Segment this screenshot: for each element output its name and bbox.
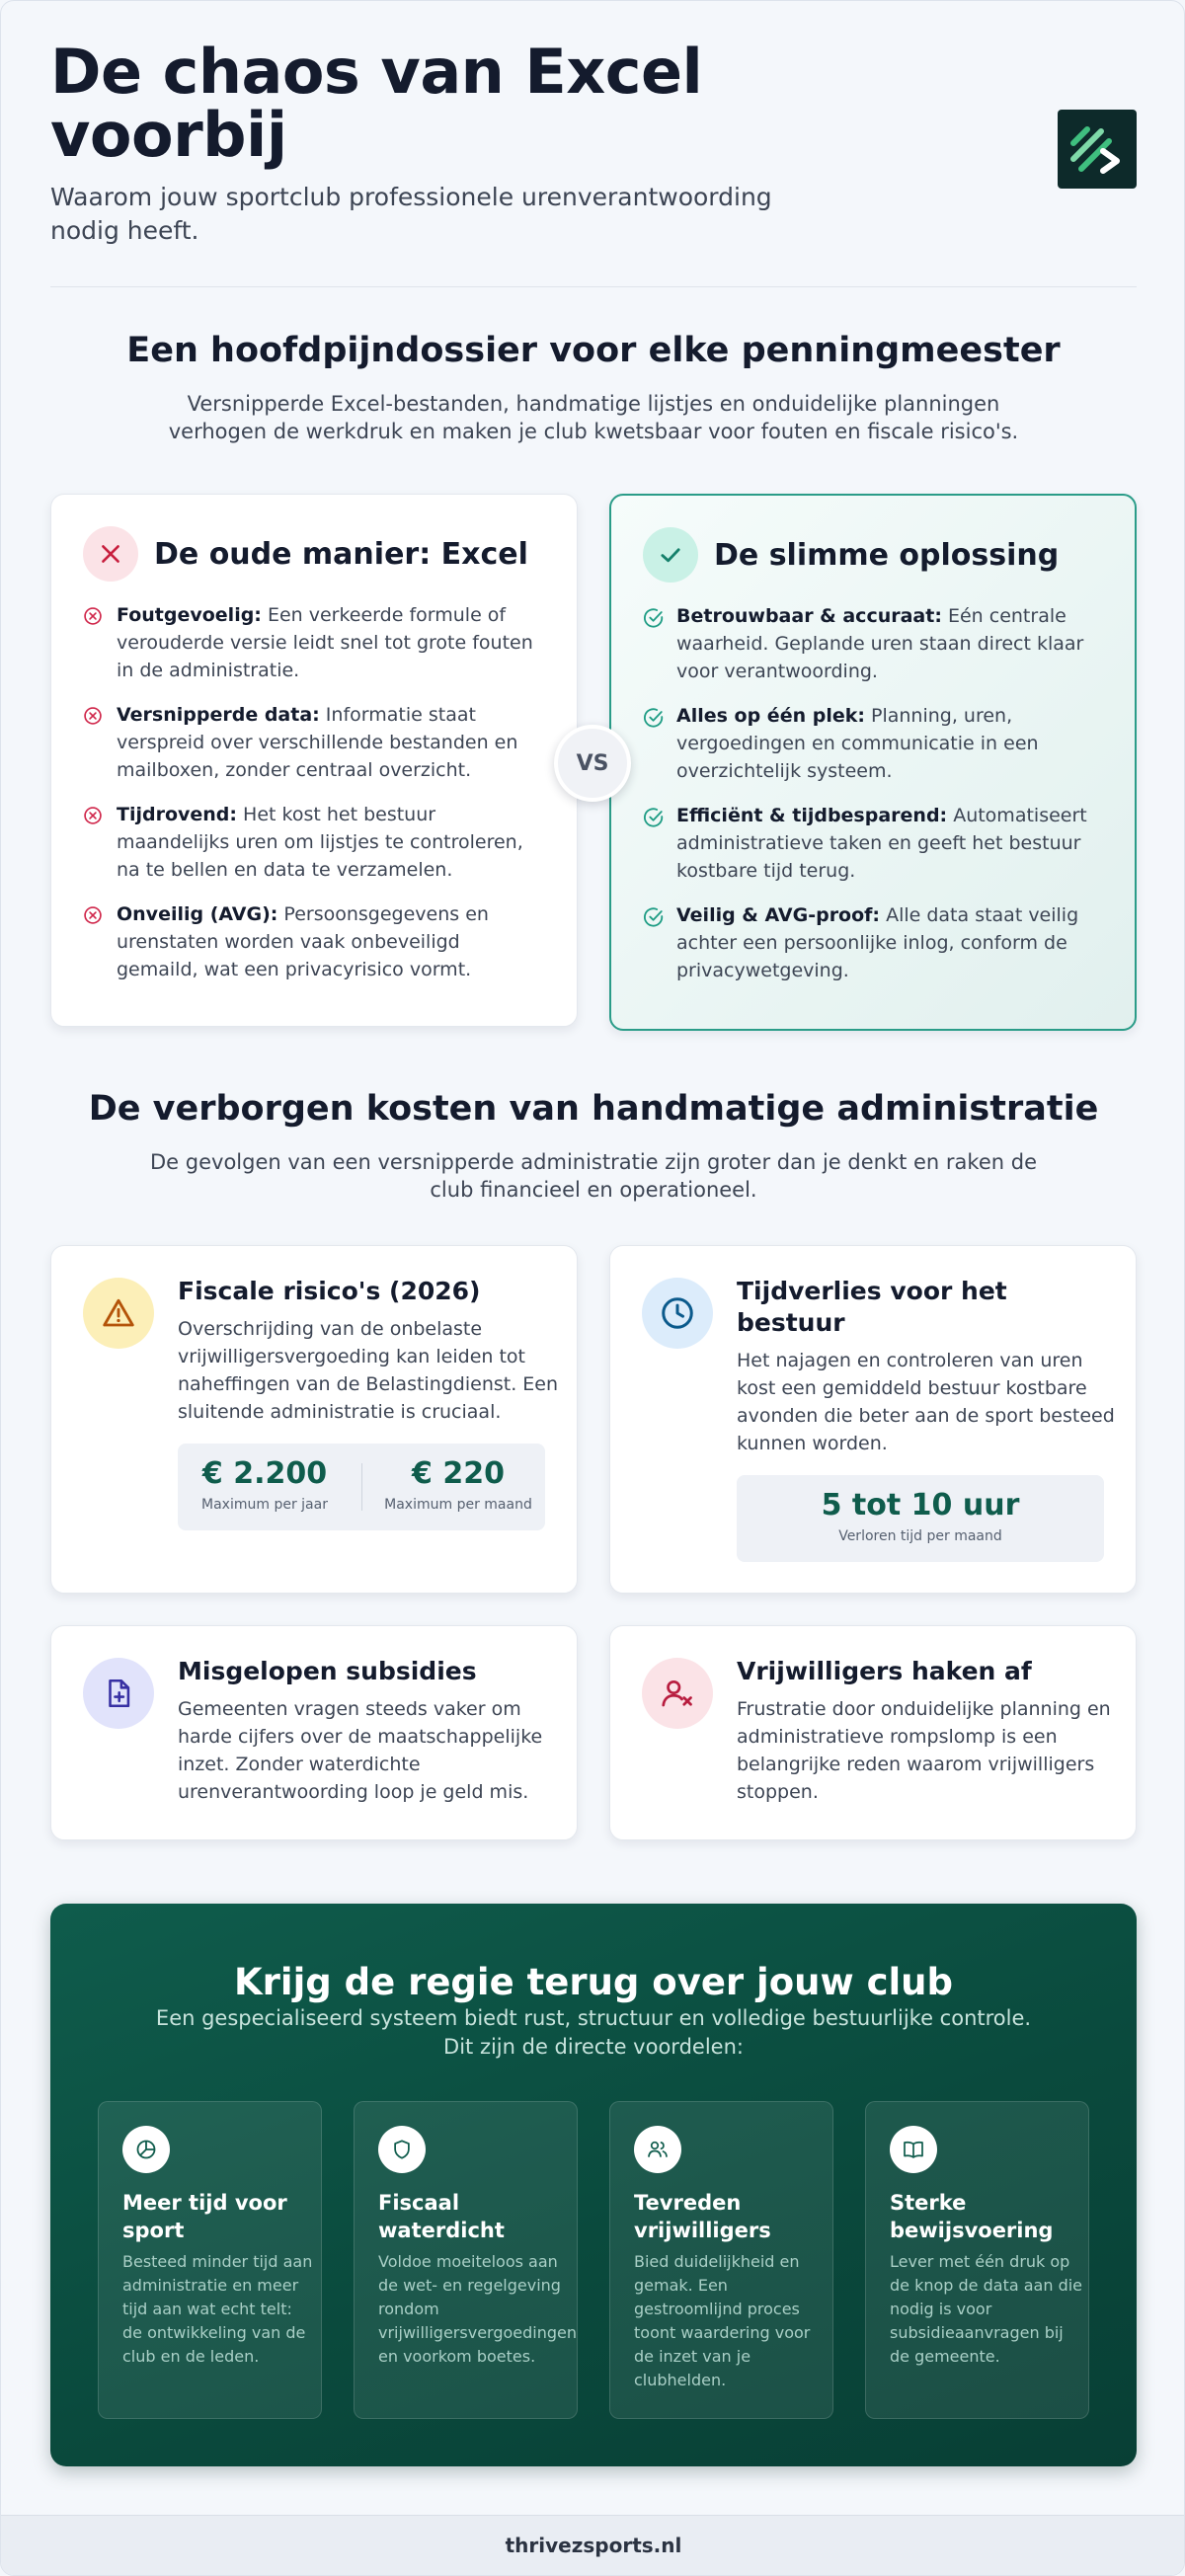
divider	[50, 286, 1137, 287]
vs-badge: VS	[554, 725, 631, 802]
cost-card-fiscal	[50, 1245, 578, 1594]
benefit-card	[354, 2101, 578, 2419]
cost-card-title: Misgelopen subsidies	[178, 1657, 477, 1685]
cost-card-title: Tijdverlies voor het bestuur	[737, 1277, 1007, 1337]
cta-lead: Een gespecialiseerd systeem biedt rust, structuur en volledige bestuurlijke controle. Dit zijn de directe voordelen:	[155, 2006, 1032, 2059]
x-icon	[83, 526, 138, 582]
list-item: Alles op één plek: Planning, uren, vergoedingen en communicatie in een overzichtelijk systeem.	[643, 702, 1107, 785]
new-way-card	[609, 494, 1137, 1031]
stat-box	[178, 1444, 545, 1530]
benefit-text: Besteed minder tijd aan administratie en meer tijd aan wat echt telt: de ontwikkeling van de club en de leden.	[122, 2252, 313, 2366]
list-item: Tijdrovend: Het kost het bestuur maandelijks uren om lijstjes te controleren, na te bellen en data te verzamelen.	[83, 801, 547, 884]
cost-card-body: Frustratie door onduidelijke planning en administratieve rompslomp is een belangrijke reden waarom vrijwilligers stoppen.	[737, 1698, 1111, 1803]
stat-label: Maximum per maand	[384, 1497, 532, 1513]
page-title: De chaos van Excel voorbij	[50, 36, 703, 171]
benefit-card	[98, 2101, 322, 2419]
x-circle-icon	[83, 601, 117, 684]
warning-triangle-icon	[83, 1278, 154, 1349]
document-plus-icon	[83, 1658, 154, 1729]
benefit-title: Fiscaal waterdicht	[378, 2191, 505, 2242]
list-item: Onveilig (AVG): Persoonsgegevens en urenstaten worden vaak onbeveiligd gemaild, wat een privacyrisico vormt.	[83, 900, 547, 983]
benefit-title: Tevreden vrijwilligers	[634, 2191, 771, 2242]
benefit-text: Voldoe moeiteloos aan de wet- en regelgeving rondom vrijwilligersvergoedingen en voorkom boetes.	[378, 2252, 577, 2366]
stat-label: Maximum per jaar	[201, 1497, 328, 1513]
x-circle-icon	[83, 900, 117, 983]
new-way-title: De slimme oplossing	[714, 537, 1060, 573]
clock-icon	[642, 1278, 713, 1349]
check-circle-icon	[643, 802, 676, 885]
check-circle-icon	[643, 702, 676, 785]
cta-title: Krijg de regie terug over jouw club	[233, 1961, 954, 2003]
benefit-card	[865, 2101, 1089, 2419]
cost-card-time	[609, 1245, 1137, 1594]
cost-card-body: Het najagen en controleren van uren kost een gemiddeld bestuur kostbare avonden die beter aan de sport besteed kunnen worden.	[737, 1350, 1115, 1454]
stat-value: € 220	[412, 1456, 505, 1491]
stat-value: 5 tot 10 uur	[821, 1488, 1020, 1522]
stat-box	[737, 1475, 1104, 1562]
benefit-text: Bied duidelijkheid en gemak. Een gestroomlijnd proces toont waardering voor de inzet van je clubhelden.	[634, 2252, 811, 2389]
new-way-list	[643, 602, 1107, 1001]
problem-lead: Versnipperde Excel-bestanden, handmatige lijstjes en onduidelijke planningen verhogen de werkdruk en maken je club kwetsbaar voor fouten en fiscale risico's.	[168, 392, 1019, 443]
check-circle-icon	[643, 602, 676, 685]
benefit-card	[609, 2101, 833, 2419]
user-x-icon	[642, 1658, 713, 1729]
list-item: Efficiënt & tijdbesparend: Automatiseert administratieve taken en geeft het bestuur kostbare tijd terug.	[643, 802, 1107, 885]
costs-title: De verborgen kosten van handmatige administratie	[88, 1089, 1099, 1129]
x-circle-icon	[83, 701, 117, 784]
costs-lead: De gevolgen van een versnipperde administratie zijn groter dan je denkt en raken de club financieel en operationeel.	[150, 1150, 1037, 1202]
check-icon	[643, 527, 698, 583]
old-way-list	[83, 601, 547, 1000]
old-way-card	[50, 494, 578, 1027]
list-item: Versnipperde data: Informatie staat verspreid over verschillende bestanden en mailboxen, zonder centraal overzicht.	[83, 701, 547, 784]
cta-section	[50, 1904, 1137, 2466]
x-circle-icon	[83, 801, 117, 884]
cost-card-body: Gemeenten vragen steeds vaker om harde cijfers over de maatschappelijke inzet. Zonder waterdichte urenverantwoording loop je geld mis.	[178, 1698, 543, 1803]
page-subtitle: Waarom jouw sportclub professionele urenverantwoording nodig heeft.	[50, 183, 772, 245]
cost-card-subsidies	[50, 1625, 578, 1840]
cost-card-body: Overschrijding van de onbelaste vrijwilligersvergoeding kan leiden tot naheffingen van de Belastingdienst. Een sluitende administratie is cruciaal.	[178, 1318, 559, 1423]
stat-label: Verloren tijd per maand	[838, 1528, 1002, 1544]
benefit-title: Meer tijd voor sport	[122, 2191, 287, 2242]
old-way-title: De oude manier: Excel	[154, 536, 528, 572]
footer-site-link[interactable]: thrivezsports.nl	[505, 2534, 682, 2557]
book-open-icon	[890, 2126, 937, 2173]
users-icon	[634, 2126, 681, 2173]
pie-chart-icon	[122, 2126, 170, 2173]
problem-title: Een hoofdpijndossier voor elke penningmeester	[126, 331, 1061, 370]
shield-icon	[378, 2126, 426, 2173]
cost-card-title: Fiscale risico's (2026)	[178, 1277, 481, 1305]
cost-card-title: Vrijwilligers haken af	[737, 1657, 1032, 1685]
hero-section	[50, 36, 1137, 287]
stat-value: € 2.200	[201, 1456, 328, 1491]
list-item: Foutgevoelig: Een verkeerde formule of verouderde versie leidt snel tot grote fouten in de administratie.	[83, 601, 547, 684]
list-item: Betrouwbaar & accuraat: Eén centrale waarheid. Geplande uren staan direct klaar voor verantwoording.	[643, 602, 1107, 685]
benefit-text: Lever met één druk op de knop de data aan die nodig is voor subsidieaanvragen bij de gemeente.	[890, 2252, 1083, 2366]
benefit-title: Sterke bewijsvoering	[890, 2191, 1054, 2242]
list-item: Veilig & AVG-proof: Alle data staat veilig achter een persoonlijke inlog, conform de privacywetgeving.	[643, 901, 1107, 984]
check-circle-icon	[643, 901, 676, 984]
cost-card-volunteers	[609, 1625, 1137, 1840]
footer	[1, 2515, 1185, 2576]
club-logo-icon	[1058, 110, 1137, 189]
